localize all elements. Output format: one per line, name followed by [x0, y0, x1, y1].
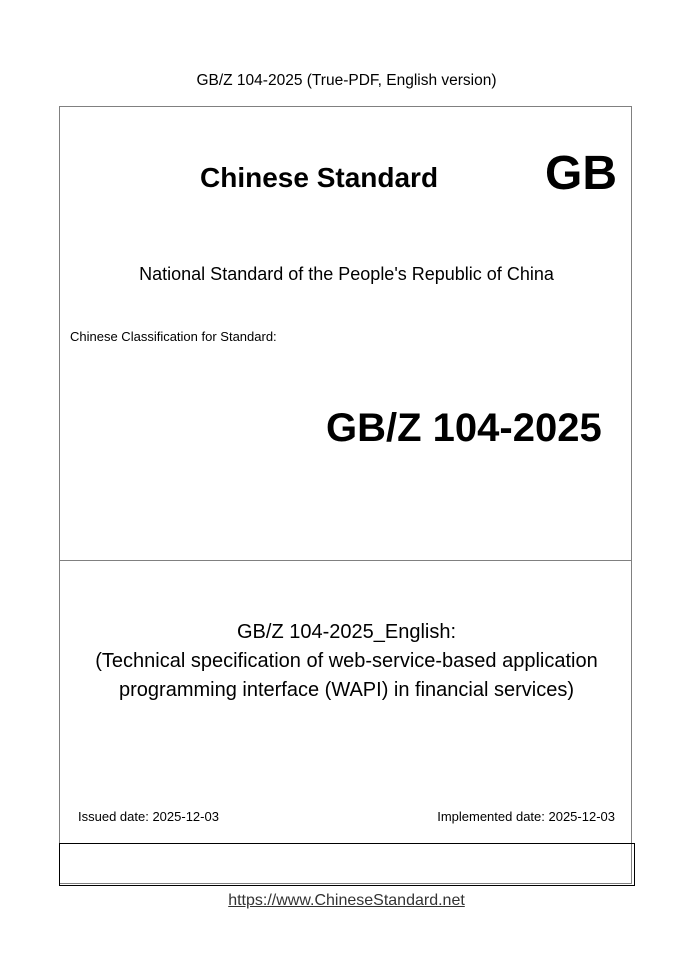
website-link[interactable]: https://www.ChineseStandard.net	[228, 892, 465, 909]
footer-box	[59, 843, 635, 886]
standard-number: GB/Z 104-2025	[326, 406, 602, 450]
implemented-date: Implemented date: 2025-12-03	[437, 809, 615, 824]
website-link-wrapper	[0, 892, 693, 910]
title-line: (Technical specification of web-service-based application	[95, 650, 598, 672]
document-header: GB/Z 104-2025 (True-PDF, English version)	[196, 72, 497, 89]
title-line: GB/Z 104-2025_English:	[236, 621, 457, 643]
cover-frame	[59, 106, 632, 884]
section-divider	[59, 560, 632, 561]
cover-heading: Chinese Standard	[200, 162, 439, 193]
classification-label: Chinese Classification for Standard:	[70, 329, 277, 344]
title-line: programming interface (WAPI) in financial services)	[119, 679, 574, 701]
cover-subtitle: National Standard of the People's Republic of China	[139, 264, 554, 284]
document-title	[0, 618, 693, 705]
gb-mark: GB	[545, 147, 617, 200]
issued-date: Issued date: 2025-12-03	[78, 809, 219, 824]
